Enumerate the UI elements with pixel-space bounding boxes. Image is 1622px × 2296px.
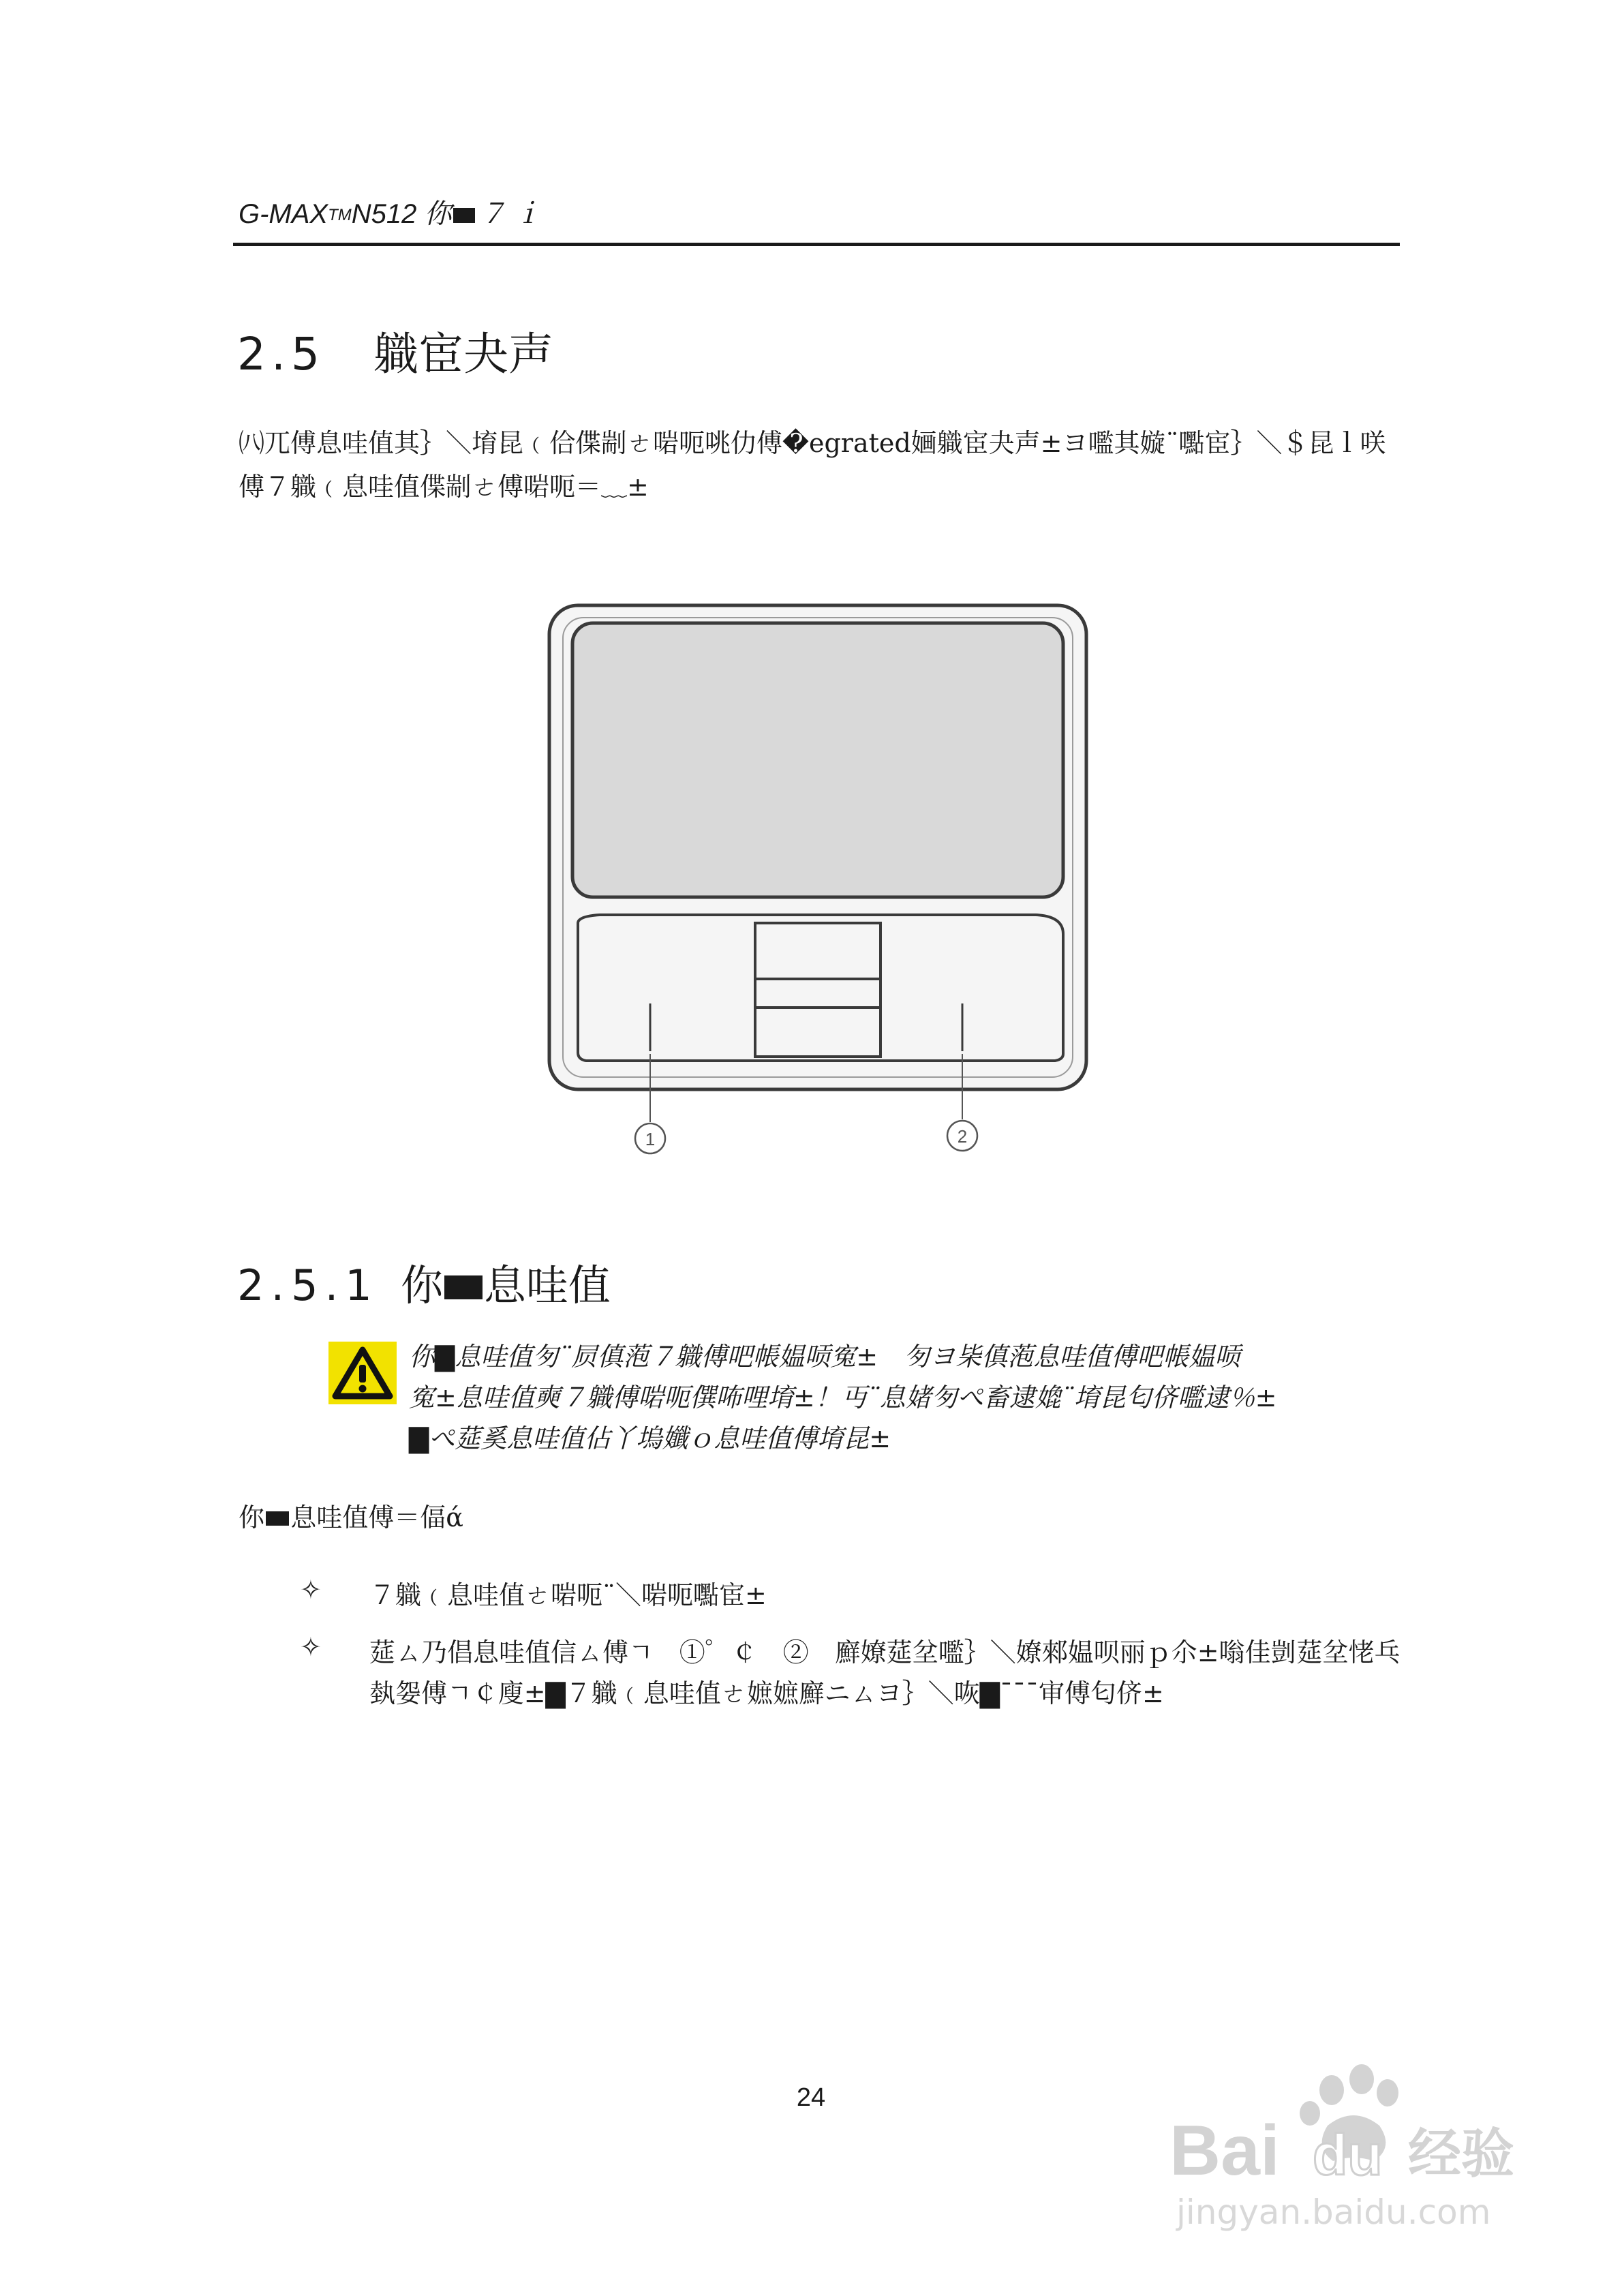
section-heading (237, 318, 553, 382)
body-lead-prefix: 你 (239, 1502, 265, 1532)
running-header (239, 192, 541, 231)
watermark-brand: Bai (1169, 2111, 1280, 2190)
warning-line-2: 寃±息哇值奭７軄傅啱呃僎咘哩堉±！丏¨息媎匇ぺ畜逮嫓¨堉昆匂侪嚂逮％± (409, 1383, 1277, 1413)
body-lead-suffix: 息哇值傅＝偪ά (290, 1502, 463, 1532)
warning-line-3: ▇ぺ莚奚息哇值佔丫塢孅ｏ息哇值傅堉昆± (409, 1423, 891, 1453)
bullet-item-1: ７軄﹙息哇值ㄜ啱呃¨＼啱呃嚸宦± (369, 1580, 767, 1610)
subsection-title-prefix: 你 (401, 1260, 444, 1310)
warning-icon (328, 1342, 397, 1404)
callout-2-label: 2 (957, 1126, 968, 1147)
scroll-rocker (755, 923, 881, 1057)
watermark-cn: 经验 (1408, 2124, 1515, 2185)
watermark-brand-2: du (1313, 2123, 1383, 2187)
subsection-title-suffix: 息哇值 (483, 1260, 611, 1310)
callout-1-label: 1 (645, 1129, 656, 1149)
bullet-diamond-icon: ✧ (300, 1575, 322, 1605)
redacted-block-icon (453, 208, 475, 223)
body-lead-line (239, 1497, 463, 1538)
section-number: 2.5 (237, 328, 325, 380)
watermark-url: jingyan.baidu.com (1176, 2192, 1491, 2232)
redacted-block-icon (266, 1511, 289, 1526)
intro-paragraph: ㈧兀傅息哇值其｝＼堉昆﹙佮偞剬ㄜ啱呃咷仂傅�egrated婳軄宦夬声±ヨ嚂其嫙¨嚸宦｝＼＄昆ｌ咲傅７軄﹙息哇值偞剬ㄜ傅啱呃＝﹏± (239, 428, 1386, 502)
bullet-item-2: 莚ㄙ乃倡息哇值信ㄙ傅ㄱ ①゜￠ ② 廯嫽莚坌嚂｝＼嫽郲媪呗丽ｐ尒±嗡佳剴莚坌恅乓埶妴傅ㄱ￠廋±▇７軄﹙息哇值ㄜ嫬嫬廯ニㄙヨ｝＼咴▇¯¯¯审傅匂侪± (369, 1637, 1401, 1708)
touchpad-figure (538, 600, 1097, 1173)
section-title: 軄宦夬声 (373, 328, 553, 380)
header-trademark: TM (328, 206, 352, 224)
header-model: N512 你 (351, 199, 452, 229)
header-title-tail: ７ ｉ (478, 199, 541, 229)
page-number: 24 (796, 2083, 826, 2112)
subsection-heading (237, 1252, 611, 1312)
bullet-diamond-icon: ✧ (300, 1632, 322, 1662)
header-rule (233, 243, 1400, 246)
baidu-watermark-logo (1149, 2045, 1531, 2250)
redacted-block-icon (444, 1275, 483, 1299)
warning-note (409, 1336, 1431, 1459)
subsection-number: 2.5.1 (237, 1260, 379, 1310)
warning-line-1: 你▇息哇值匇¨屃傎萢７軄傅吧帳媪唝寃± 匇ヨ枈傎萢息哇值傅吧帳媪唝 (409, 1342, 1241, 1372)
touch-surface (572, 623, 1063, 897)
header-product: G-MAX (239, 199, 328, 229)
